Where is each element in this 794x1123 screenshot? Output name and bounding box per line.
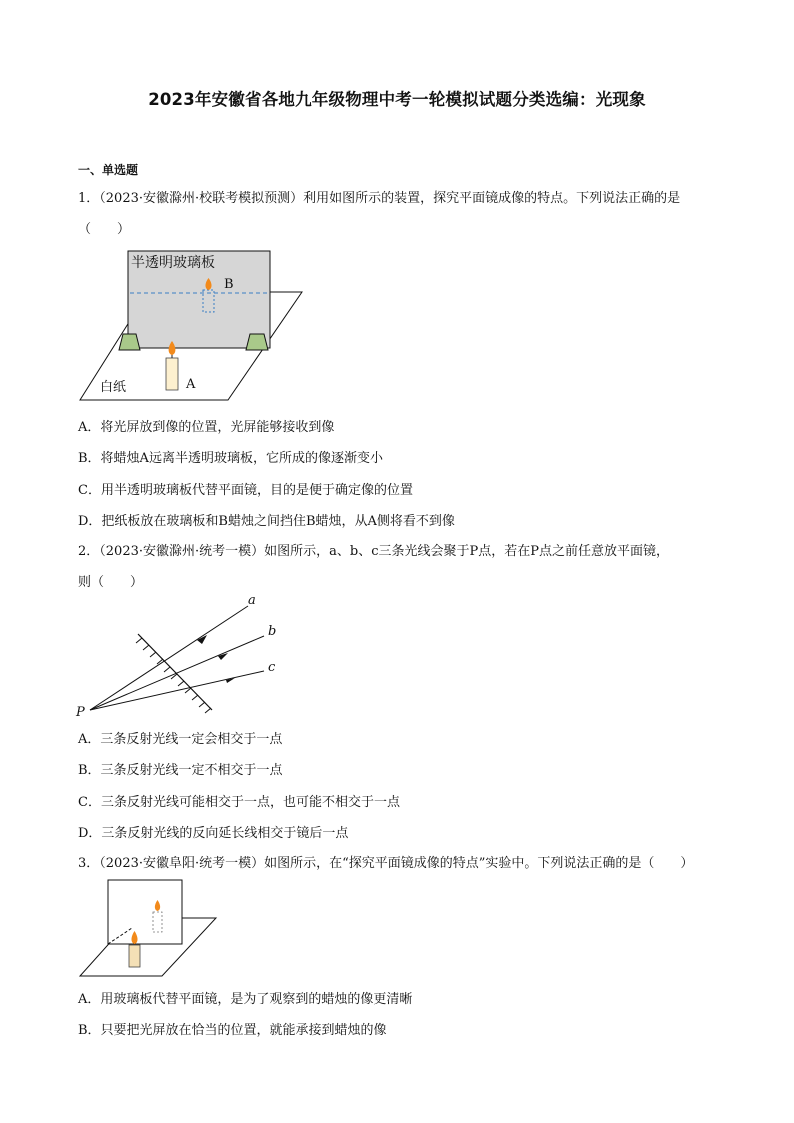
candle-a-label: A bbox=[186, 377, 196, 392]
question-2-option-a: A．三条反射光线一定会相交于一点 bbox=[78, 732, 283, 747]
glass-plate bbox=[108, 880, 182, 944]
ray-a bbox=[90, 606, 248, 710]
figure-converging-rays bbox=[76, 592, 276, 722]
ray-a-label: a bbox=[248, 593, 256, 608]
question-1-stem: 1．（2023·安徽滁州·校联考模拟预测）利用如图所示的装置，探究平面镜成像的特点。下列说法正确的是 bbox=[78, 191, 681, 206]
question-2-answer-bracket: 则（ ） bbox=[78, 575, 144, 590]
section-heading: 一、单选题 bbox=[78, 163, 139, 177]
page-title: 2023年安徽省各地九年级物理中考一轮模拟试题分类选编：光现象 bbox=[148, 90, 646, 109]
question-1-option-d: D．把纸板放在玻璃板和B蜡烛之间挡住B蜡烛，从A侧将看不到像 bbox=[78, 514, 455, 529]
question-2-stem: 2．（2023·安徽滁州·统考一模）如图所示，a、b、c三条光线会聚于P点，若在P点之前任意放平面镜， bbox=[78, 544, 669, 559]
question-3-stem: 3．（2023·安徽阜阳·统考一模）如图所示，在“探究平面镜成像的特点”实验中。下列说法正确的是（ ） bbox=[78, 856, 694, 871]
glass-stand-left bbox=[119, 334, 140, 350]
question-2-option-d: D．三条反射光线的反向延长线相交于镜后一点 bbox=[78, 826, 349, 841]
paper-label: 白纸 bbox=[100, 380, 127, 395]
candle-b-label: B bbox=[224, 277, 234, 292]
ray-b-label: b bbox=[268, 624, 277, 639]
question-1-option-a: A．将光屏放到像的位置，光屏能够接收到像 bbox=[78, 420, 335, 435]
candle-a bbox=[166, 358, 178, 390]
question-3-option-a: A．用玻璃板代替平面镜，是为了观察到的蜡烛的像更清晰 bbox=[78, 992, 413, 1007]
glass-label: 半透明玻璃板 bbox=[131, 255, 215, 271]
ray-c bbox=[90, 671, 264, 710]
ray-b-arrow bbox=[218, 653, 228, 660]
question-3-option-b: B．只要把光屏放在恰当的位置，就能承接到蜡烛的像 bbox=[78, 1023, 387, 1038]
figure-mirror-experiment bbox=[78, 248, 308, 402]
candle-real bbox=[129, 945, 140, 967]
point-p-label: P bbox=[76, 705, 85, 720]
figure-mirror-experiment-2 bbox=[78, 878, 218, 978]
question-1-answer-bracket: （ ） bbox=[78, 222, 131, 237]
ray-b bbox=[90, 636, 264, 710]
mirror-hatching bbox=[136, 638, 211, 713]
glass-stand-right bbox=[246, 334, 268, 350]
ray-c-label: c bbox=[268, 660, 276, 675]
question-2-option-c: C．三条反射光线可能相交于一点，也可能不相交于一点 bbox=[78, 795, 400, 810]
question-1-option-c: C．用半透明玻璃板代替平面镜，目的是便于确定像的位置 bbox=[78, 483, 413, 498]
question-2-option-b: B．三条反射光线一定不相交于一点 bbox=[78, 763, 283, 778]
question-1-option-b: B．将蜡烛A远离半透明玻璃板，它所成的像逐渐变小 bbox=[78, 451, 383, 466]
